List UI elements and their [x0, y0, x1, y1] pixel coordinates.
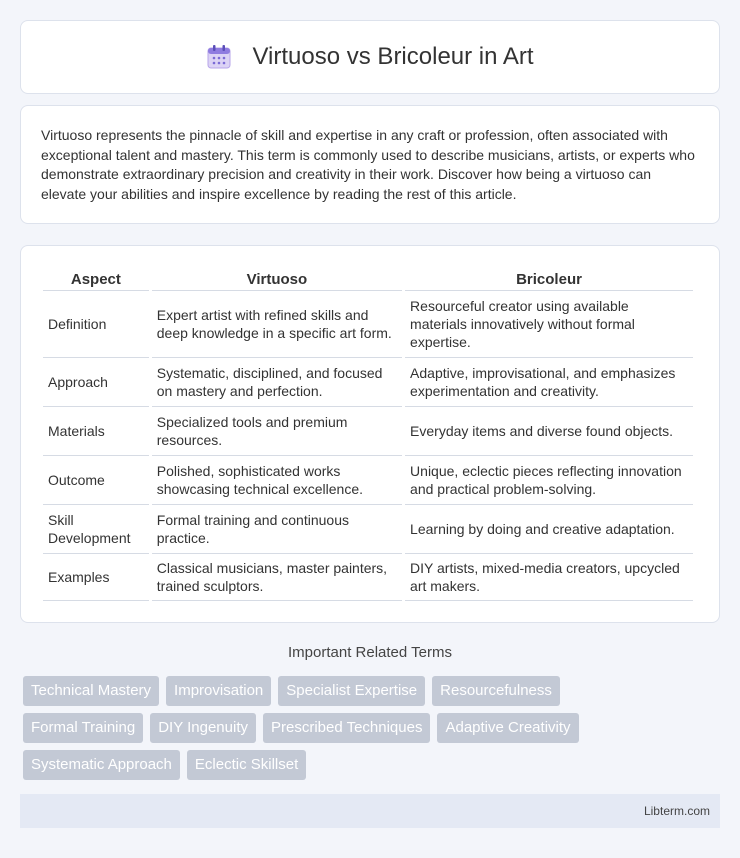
table-cell: Polished, sophisticated works showcasing technical excellence. — [152, 456, 402, 505]
table-cell: Formal training and continuous practice. — [152, 505, 402, 554]
intro-text: Virtuoso represents the pinnacle of skill and expertise in any craft or profession, often associated with exceptional talent and mastery. This term is commonly used to describe musicians, artists, or experts who demonstrate extraordinary precision and creativity in their work. Discover how being a virtuoso can elevate your abilities and inspire excellence by reading the rest of this article. — [41, 127, 695, 202]
related-terms-title: Important Related Terms — [288, 644, 452, 661]
comparison-table — [40, 266, 696, 601]
table-cell: Unique, eclectic pieces reflecting innovation and practical problem-solving. — [405, 456, 693, 505]
tag[interactable]: Improvisation — [166, 676, 271, 706]
header-card — [20, 20, 720, 94]
table-row — [43, 291, 693, 358]
table-cell: Adaptive, improvisational, and emphasizes experimentation and creativity. — [405, 358, 693, 407]
tag[interactable]: Specialist Expertise — [278, 676, 425, 706]
table-cell: Systematic, disciplined, and focused on mastery and perfection. — [152, 358, 402, 407]
footer-site-link[interactable]: Libterm.com — [643, 804, 710, 818]
tag-row — [23, 750, 723, 780]
table-cell: Skill Development — [43, 505, 149, 554]
table-row — [43, 358, 693, 407]
table-cell: Outcome — [43, 456, 149, 505]
footer — [20, 794, 720, 828]
header-virtuoso: Virtuoso — [152, 266, 402, 291]
table-row — [43, 407, 693, 456]
intro-card — [20, 105, 720, 224]
table-cell: DIY artists, mixed-media creators, upcycled art makers. — [405, 554, 693, 601]
table-cell: Approach — [43, 358, 149, 407]
tag[interactable]: Systematic Approach — [23, 750, 180, 780]
related-terms-list — [23, 676, 723, 787]
table-cell: Examples — [43, 554, 149, 601]
table-cell: Expert artist with refined skills and deep knowledge in a specific art form. — [152, 291, 402, 358]
table-row — [43, 456, 693, 505]
tag[interactable]: Technical Mastery — [23, 676, 159, 706]
tag-row — [23, 676, 723, 706]
tag[interactable]: Formal Training — [23, 713, 143, 743]
tag[interactable]: Resourcefulness — [432, 676, 560, 706]
header-bricoleur: Bricoleur — [405, 266, 693, 291]
tag[interactable]: DIY Ingenuity — [150, 713, 256, 743]
table-cell: Resourceful creator using available materials innovatively without formal expertise. — [405, 291, 693, 358]
table-cell: Classical musicians, master painters, trained sculptors. — [152, 554, 402, 601]
calendar-icon — [206, 44, 232, 70]
table-cell: Definition — [43, 291, 149, 358]
table-cell: Everyday items and diverse found objects. — [405, 407, 693, 456]
table-row — [43, 505, 693, 554]
table-cell: Specialized tools and premium resources. — [152, 407, 402, 456]
tag[interactable]: Eclectic Skillset — [187, 750, 306, 780]
tag[interactable]: Prescribed Techniques — [263, 713, 430, 743]
table-row — [43, 554, 693, 601]
page-title: Virtuoso vs Bricoleur in Art — [252, 43, 534, 70]
comparison-card — [20, 245, 720, 623]
table-cell: Learning by doing and creative adaptation. — [405, 505, 693, 554]
table-cell: Materials — [43, 407, 149, 456]
tag-row — [23, 713, 723, 743]
header-aspect: Aspect — [43, 266, 149, 291]
tag[interactable]: Adaptive Creativity — [437, 713, 578, 743]
